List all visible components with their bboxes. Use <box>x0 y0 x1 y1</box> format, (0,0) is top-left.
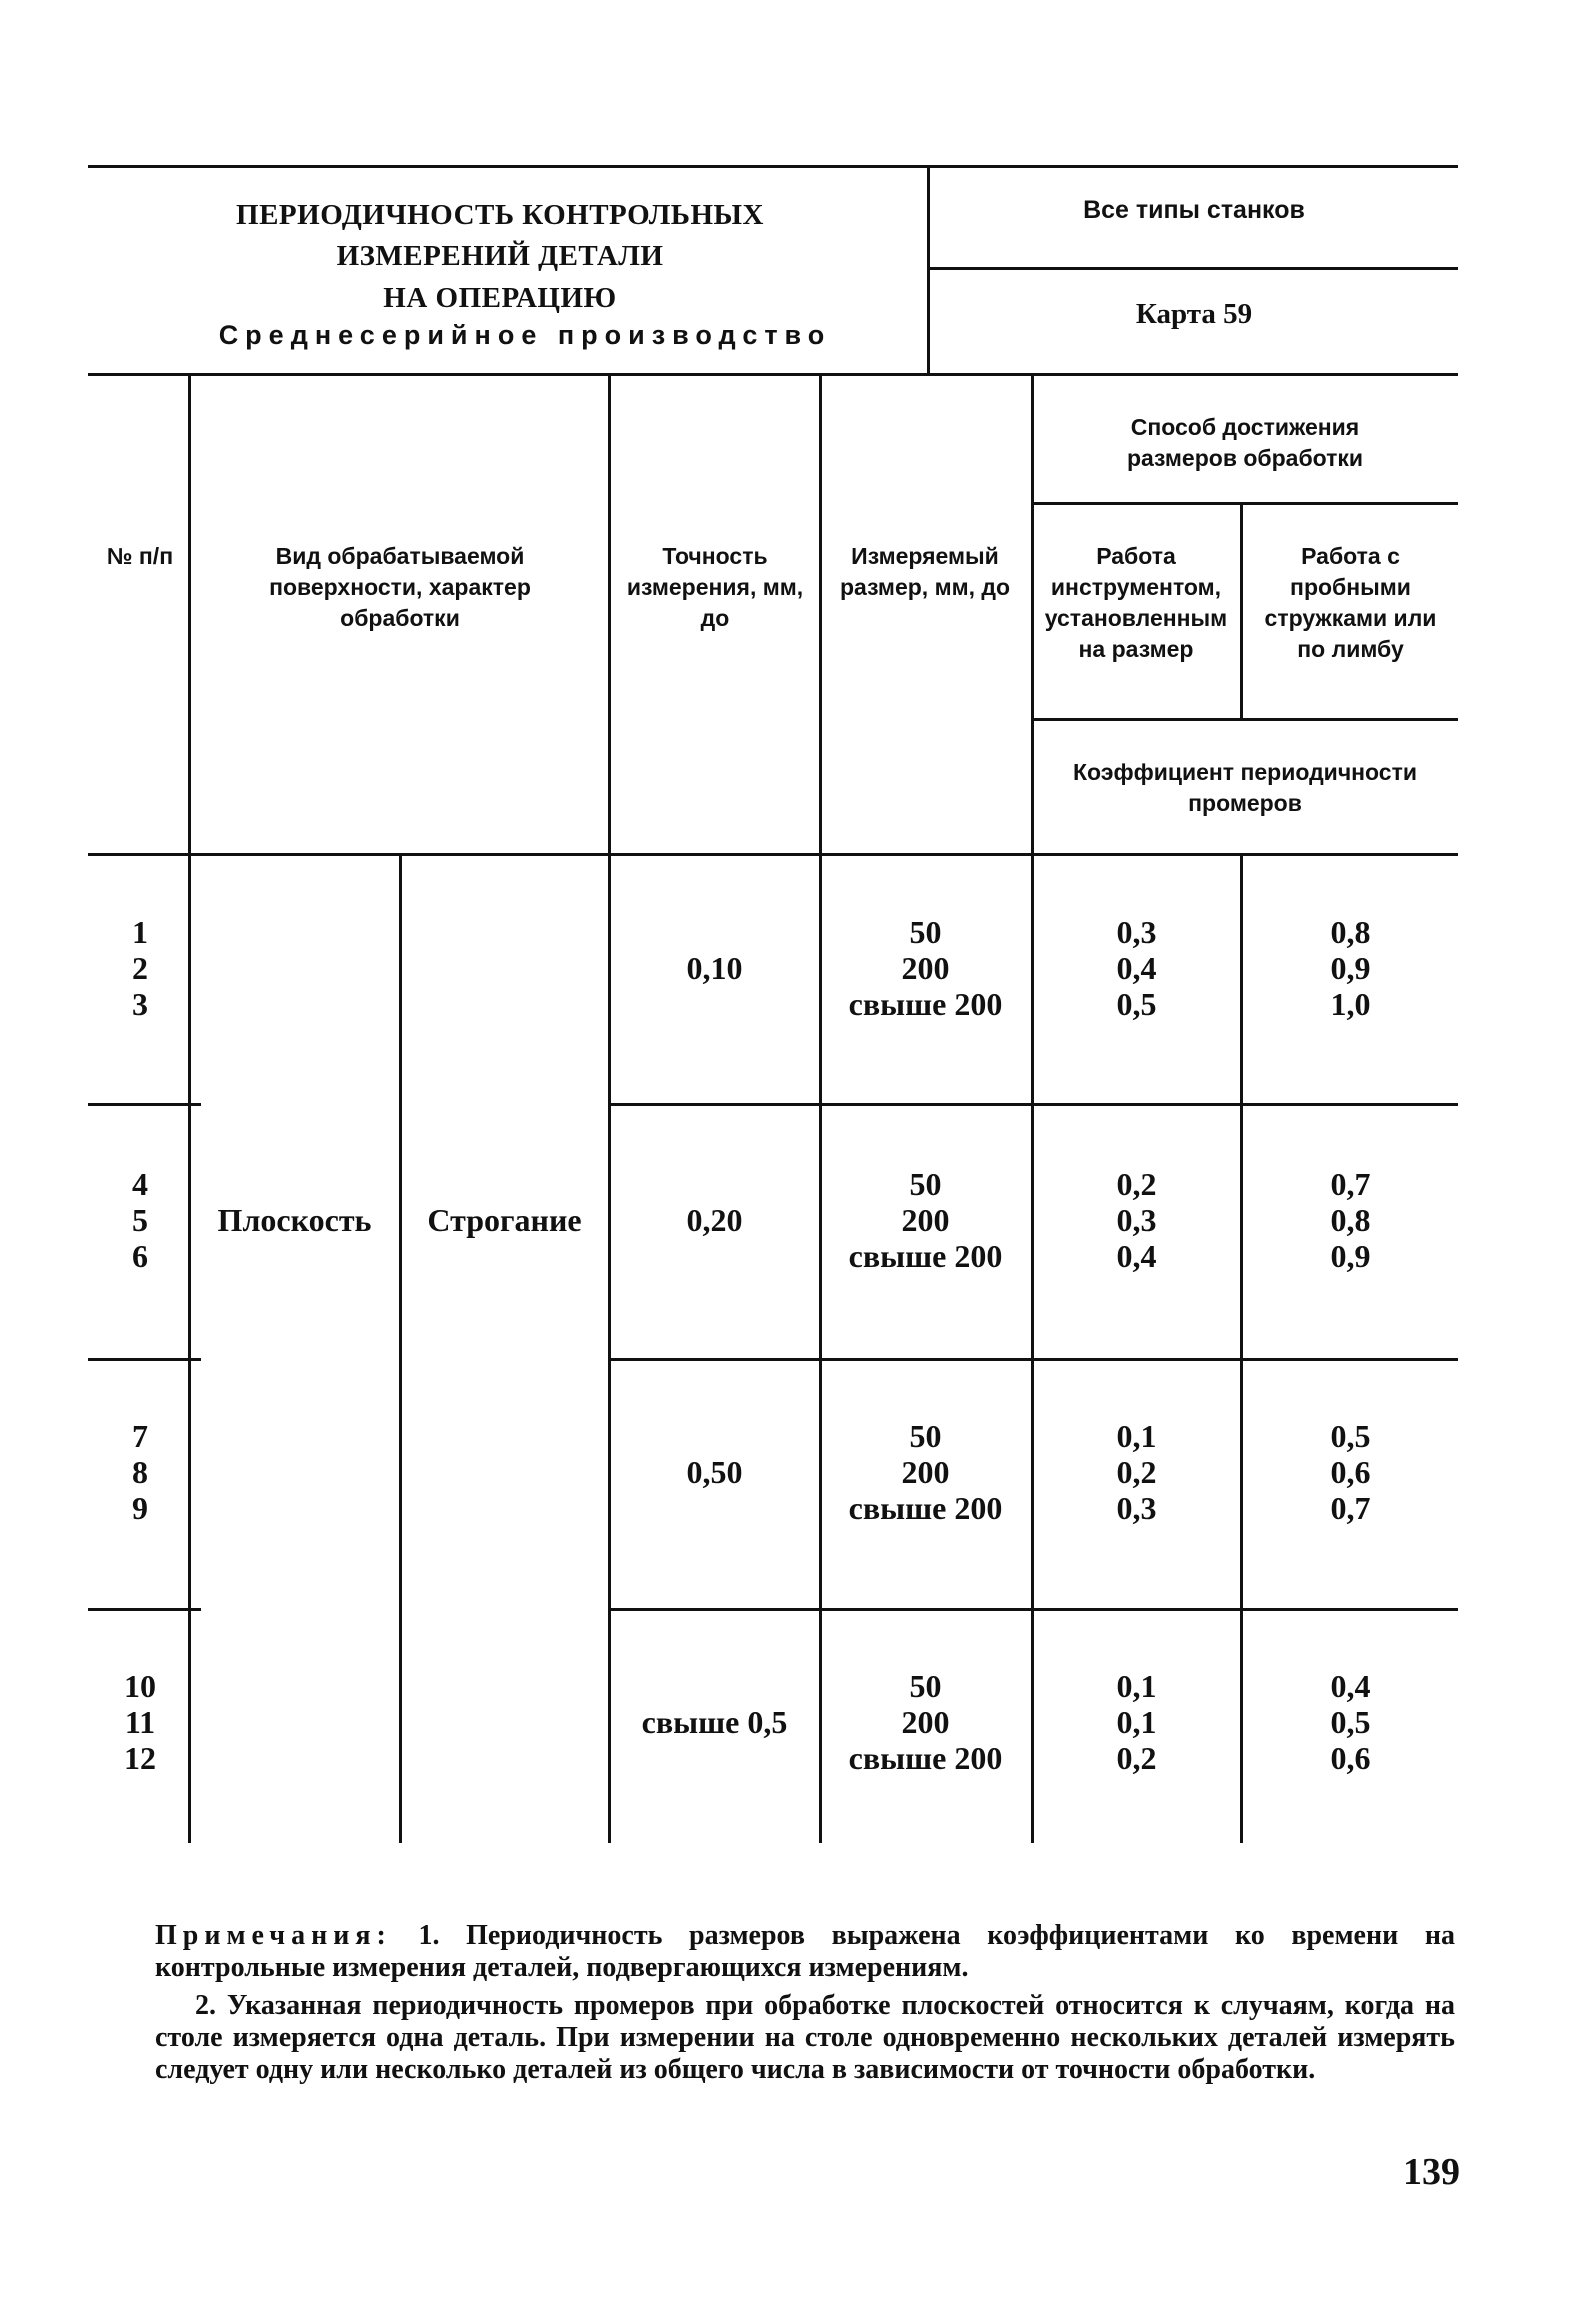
title-line-3: НА ОПЕРАЦИЮ <box>383 282 617 314</box>
row-number: 9 <box>132 1490 148 1526</box>
size-value: 200 <box>901 1202 950 1238</box>
coef1-value: 0,2 <box>1116 1166 1157 1202</box>
size-value: 50 <box>909 1166 942 1202</box>
coef1-value: 0,1 <box>1116 1704 1157 1740</box>
row-number: 3 <box>132 986 148 1022</box>
size-value: 50 <box>909 1418 942 1454</box>
title-line-1: ПЕРИОДИЧНОСТЬ КОНТРОЛЬНЫХ <box>236 199 764 231</box>
row-number: 12 <box>124 1740 156 1776</box>
coef2-value: 0,8 <box>1330 1202 1371 1238</box>
row-number: 5 <box>132 1202 148 1238</box>
accuracy-value: 0,20 <box>686 1202 743 1238</box>
coef2-value: 0,6 <box>1330 1740 1371 1776</box>
coef2-value: 0,8 <box>1330 914 1371 950</box>
note-2 <box>155 1990 1455 2086</box>
size-value: свыше 200 <box>848 1490 1003 1526</box>
coef2-value: 0,5 <box>1330 1704 1371 1740</box>
col-header-accuracy: Точность измерения, мм, до <box>626 543 804 631</box>
coef1-value: 0,2 <box>1116 1454 1157 1490</box>
coef2-value: 0,9 <box>1330 1238 1371 1274</box>
group-rule-right-1 <box>608 1103 1458 1106</box>
notes-label: Примечания: <box>155 1920 392 1951</box>
coef2-value: 0,7 <box>1330 1166 1371 1202</box>
col-rule-3 <box>608 373 611 1843</box>
row-number: 7 <box>132 1418 148 1454</box>
size-value: 200 <box>901 950 950 986</box>
col-header-surface: Вид обрабатываемой поверхности, характер обработки <box>269 543 531 631</box>
coef1-value: 0,4 <box>1116 950 1157 986</box>
coef1-value: 0,3 <box>1116 1490 1157 1526</box>
group-rule-left-3 <box>88 1608 201 1611</box>
col-header-method-1: Работа инструментом, установленным на размер <box>1044 543 1228 662</box>
accuracy-value: 0,10 <box>686 950 743 986</box>
coef1-value: 0,2 <box>1116 1740 1157 1776</box>
header-bottom-rule <box>88 853 1458 856</box>
group-rule-right-2 <box>608 1358 1458 1361</box>
col-rule-6 <box>1240 502 1243 718</box>
table-top-rule <box>88 373 1458 376</box>
card-number: Карта 59 <box>1135 298 1253 330</box>
size-value: свыше 200 <box>848 986 1003 1022</box>
note-1 <box>155 1920 1455 1984</box>
col-header-method-group: Способ достижения размеров обработки <box>1126 414 1364 471</box>
coef2-value: 0,5 <box>1330 1418 1371 1454</box>
accuracy-value: 0,50 <box>686 1454 743 1490</box>
page-number: 139 <box>1403 2151 1460 2193</box>
coef2-value: 1,0 <box>1330 986 1371 1022</box>
header-top-rule <box>88 165 1458 168</box>
group-rule-left-1 <box>88 1103 201 1106</box>
machine-types: Все типы станков <box>1083 196 1305 224</box>
row-number: 2 <box>132 950 148 986</box>
coef1-value: 0,1 <box>1116 1418 1157 1454</box>
coef1-value: 0,3 <box>1116 1202 1157 1238</box>
size-value: 50 <box>909 1668 942 1704</box>
row-number: 1 <box>132 914 148 950</box>
header-right-rule <box>927 267 1458 270</box>
row-number: 11 <box>124 1704 156 1740</box>
production-type: Среднесерийное производство <box>218 320 832 350</box>
size-value: 200 <box>901 1704 950 1740</box>
method-group-rule <box>1031 502 1458 505</box>
process-type: Строгание <box>427 1202 582 1238</box>
col-rule-5 <box>1031 373 1034 1843</box>
row-number: 10 <box>124 1668 156 1704</box>
size-value: свыше 200 <box>848 1740 1003 1776</box>
coefficient-rule <box>1031 718 1458 721</box>
coef1-value: 0,1 <box>1116 1668 1157 1704</box>
coef1-value: 0,5 <box>1116 986 1157 1022</box>
row-number: 6 <box>132 1238 148 1274</box>
surface-type: Плоскость <box>217 1202 372 1238</box>
coef2-value: 0,9 <box>1330 950 1371 986</box>
col-rule-2 <box>399 853 402 1843</box>
col-header-coefficient: Коэффициент периодичности промеров <box>1072 759 1418 816</box>
size-value: 50 <box>909 914 942 950</box>
row-number: 8 <box>132 1454 148 1490</box>
coef1-value: 0,3 <box>1116 914 1157 950</box>
col-header-number: № п/п <box>106 543 174 569</box>
size-value: 200 <box>901 1454 950 1490</box>
col-rule-4 <box>819 373 822 1843</box>
col-header-size: Измеряемый размер, мм, до <box>839 543 1011 600</box>
coef2-value: 0,4 <box>1330 1668 1371 1704</box>
group-rule-left-2 <box>88 1358 201 1361</box>
group-rule-right-3 <box>608 1608 1458 1611</box>
col-header-method-2: Работа с пробными стружками или по лимбу <box>1264 543 1437 662</box>
col-rule-1 <box>188 373 191 1843</box>
coef2-value: 0,7 <box>1330 1490 1371 1526</box>
coef2-value: 0,6 <box>1330 1454 1371 1490</box>
accuracy-value: свыше 0,5 <box>641 1704 788 1740</box>
note-2-text: 2. Указанная периодичность промеров при обработке плоскостей относится к случаям, когда на столе измеряется одна деталь. При измерении на столе одновременно нескольких деталей измерять следует одну или несколько деталей из общего числа в зависимости от точности обработки. <box>155 1990 1455 2085</box>
title-line-2: ИЗМЕРЕНИЙ ДЕТАЛИ <box>336 240 664 272</box>
row-number: 4 <box>132 1166 148 1202</box>
note-1-text: 1. Периодичность размеров выражена коэффициентами ко времени на контрольные измерения деталей, подвергающихся измерениям. <box>155 1920 1456 1983</box>
coef1-value: 0,4 <box>1116 1238 1157 1274</box>
size-value: свыше 200 <box>848 1238 1003 1274</box>
